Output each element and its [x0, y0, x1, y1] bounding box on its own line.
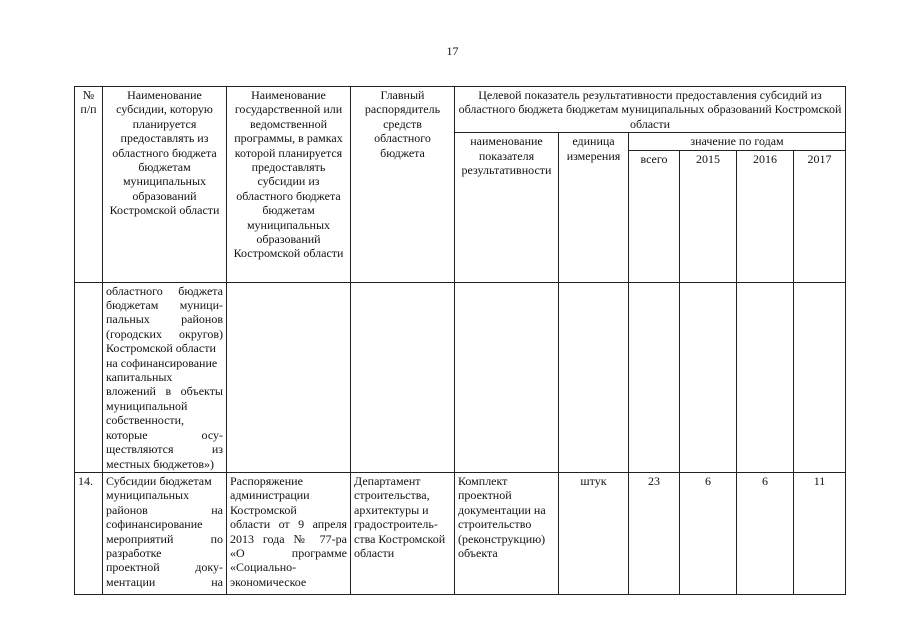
header-manager: Главный распорядитель средств областного бюджета — [351, 87, 455, 283]
cell-unit: штук — [559, 472, 629, 594]
table-row-continuation — [75, 282, 846, 472]
cell-year-2016: 6 — [737, 472, 794, 594]
header-subsidy-name: Наименование субсидии, которую планируется предоставлять из областного бюджета бюджетам муниципальных образований Костромской области — [103, 87, 227, 283]
cell-num: 14. — [75, 472, 103, 594]
header-year-2015: 2015 — [680, 150, 737, 282]
header-values-by-year: значение по годам — [629, 133, 846, 150]
header-program-name: Наименование государственной или ведомственной программы, в рамках которой планируется предоставлять субсидии из областного бюджета бюджетам муниципальных образований Костромской области — [227, 87, 351, 283]
header-year-2017: 2017 — [794, 150, 846, 282]
cell-year-2015: 6 — [680, 472, 737, 594]
cell-indicator: Комплект проектной документации на строительство (реконструкцию) объекта — [455, 472, 559, 594]
header-year-2016: 2016 — [737, 150, 794, 282]
cell-manager: Департамент строительства, архитектуры и градостроитель-ства Костромской области — [351, 472, 455, 594]
subsidy-table — [74, 86, 846, 595]
header-row-1 — [75, 87, 846, 133]
cell-program-name: Распоряжение администрации Костромской области от 9 апреля 2013 года № 77-ра «О программе «Социально- экономическое — [227, 472, 351, 594]
cell-subsidy-continuation: областного бюджета бюджетам муници- пальных районов (городских округов) Костромской области на софинансирование капитальных вложений в объекты муниципальной собственности, которые осу- ществляются из местных бюджетов») — [103, 282, 227, 472]
cell-year-2017: 11 — [794, 472, 846, 594]
header-total: всего — [629, 150, 680, 282]
header-num: № п/п — [75, 87, 103, 283]
cell-total: 23 — [629, 472, 680, 594]
header-unit: единица измерения — [559, 133, 629, 282]
cell-subsidy-name: Субсидии бюджетам муниципальных районов на софинансирование мероприятий по разработке проектной доку- ментации на — [103, 472, 227, 594]
header-target-indicator: Целевой показатель результативности предоставления субсидий из областного бюджета бюджетам муниципальных образований Костромской области — [455, 87, 846, 133]
page-number: 17 — [446, 44, 459, 58]
header-indicator-name: наименование показателя результативности — [455, 133, 559, 282]
table-row-14 — [75, 472, 846, 594]
cell-num-empty — [75, 282, 103, 472]
